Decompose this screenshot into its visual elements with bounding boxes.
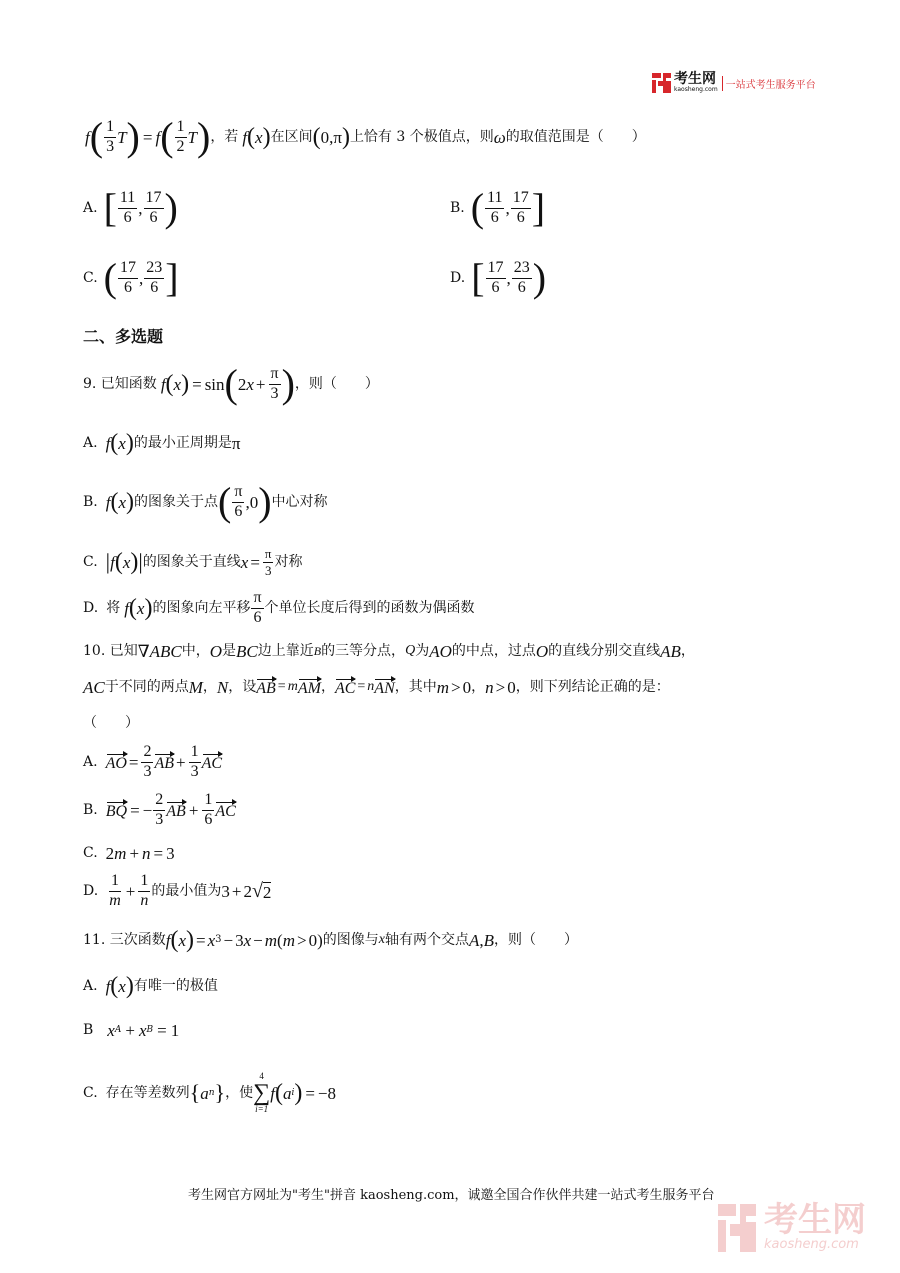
footer-text: 考生网官方网址为"考生"拼音 kaosheng.com，诚邀全国合作伙伴共建一站式考生服务平台	[188, 1188, 715, 1203]
q9-option-d[interactable]: D. 将 f ( x ) 的图象向左平移 $\frac{\pi}{6}$ 个单位长度后得到的函数为偶函数	[83, 588, 475, 626]
q10-option-d[interactable]: D. $\frac{1}{m}$ + $\frac{1}{n}$ 的最小值为 3 + 2 √ 2	[83, 871, 272, 909]
header-brand-cn: 考生网	[674, 71, 716, 88]
watermark-brand-en: kaosheng.com	[764, 1237, 859, 1253]
q8-text-b: 在区间	[270, 129, 313, 145]
header-slogan: 一站式考生服务平台	[722, 76, 816, 91]
watermark-logo	[718, 1202, 866, 1254]
header-brand-en: kaosheng.com	[674, 86, 718, 94]
q10-stem-line1: 10. 已知 ∇ ABC 中， O 是 BC 边上靠近 B 的三等分点， Q 为 AO 的中点，过点 O 的直线分别交直线 AB ，	[83, 641, 695, 661]
q8-option-a[interactable]: A. [ $\frac{11}{6}$ , $\frac{17}{6}$ )	[83, 185, 178, 230]
q8-option-d[interactable]: D. [ $\frac{17}{6}$ , $\frac{23}{6}$ )	[450, 255, 547, 300]
q8-option-b[interactable]: B. ( $\frac{11}{6}$ , $\frac{17}{6}$ ]	[450, 185, 546, 230]
q10-option-c[interactable]: C. 2 m + n = 3	[83, 843, 175, 863]
header-logo[interactable]	[652, 72, 816, 94]
q11-option-b[interactable]: B x A + x B = 1	[83, 1020, 180, 1040]
q11-option-a[interactable]: A. f ( x ) 有唯一的极值	[83, 973, 218, 999]
kaosheng-logo-icon	[652, 72, 672, 94]
q9-stem: 9. 已知函数 f ( x ) = sin ( 2 x + $\frac{\pi}{3}$ ) ，则（ ）	[83, 361, 379, 406]
q8-option-c[interactable]: C. ( $\frac{17}{6}$ , $\frac{23}{6}$ ]	[83, 255, 179, 300]
q9-option-a[interactable]: A. f ( x ) 的最小正周期是 π	[83, 430, 241, 456]
q11-option-c[interactable]: C. 存在等差数列 { a n } ，使 4 ∑ i=1 f ( a i ) = −8	[83, 1071, 337, 1114]
q8-text-c: 上恰有 3 个极值点，则	[349, 129, 494, 145]
q8-text-a: ，若	[210, 129, 239, 145]
q10-option-a[interactable]: A. AO = $\frac{2}{3}$ AB + $\frac{1}{3}$ AC	[83, 742, 223, 780]
watermark-logo-icon	[718, 1202, 758, 1254]
watermark-brand-cn: 考生网	[764, 1200, 866, 1241]
q10-answer-paren: （ ）	[83, 715, 139, 731]
section-title: 二、多选题	[83, 327, 164, 346]
q10-stem-line2: AC 于不同的两点 M ， N ，设 AB = m AM ， AC = n AN ，其中 m > 0 ， n > 0 ，则下列结论正确的是：	[83, 677, 670, 697]
q8-stem-line: f ( $\frac{1}{3}$ T ) = f ( $\frac{1}{2}$ T ) ，若 f ( x ) 在区间 ( 0, π ) 上恰有 3 个极值点，则 ω 的取值范围是（ ）	[85, 114, 646, 159]
q10-option-b[interactable]: B. BQ = − $\frac{2}{3}$ AB + $\frac{1}{6}$ AC	[83, 790, 236, 828]
q9-option-b[interactable]: B. f ( x ) 的图象关于点 ( $\frac{\pi}{6}$ ,0 ) 中心对称	[83, 479, 328, 524]
q9-option-c[interactable]: C. | f ( x ) | 的图象关于直线 x = $\frac{\pi}{3}$ 对称	[83, 545, 303, 578]
q8-text-d: 的取值范围是（ ）	[505, 129, 646, 145]
q11-stem: 11. 三次函数 f ( x ) = x 3 − 3 x − m ( m > 0) 的图像与 x 轴有两个交点 A , B ，则（ ）	[83, 927, 578, 953]
